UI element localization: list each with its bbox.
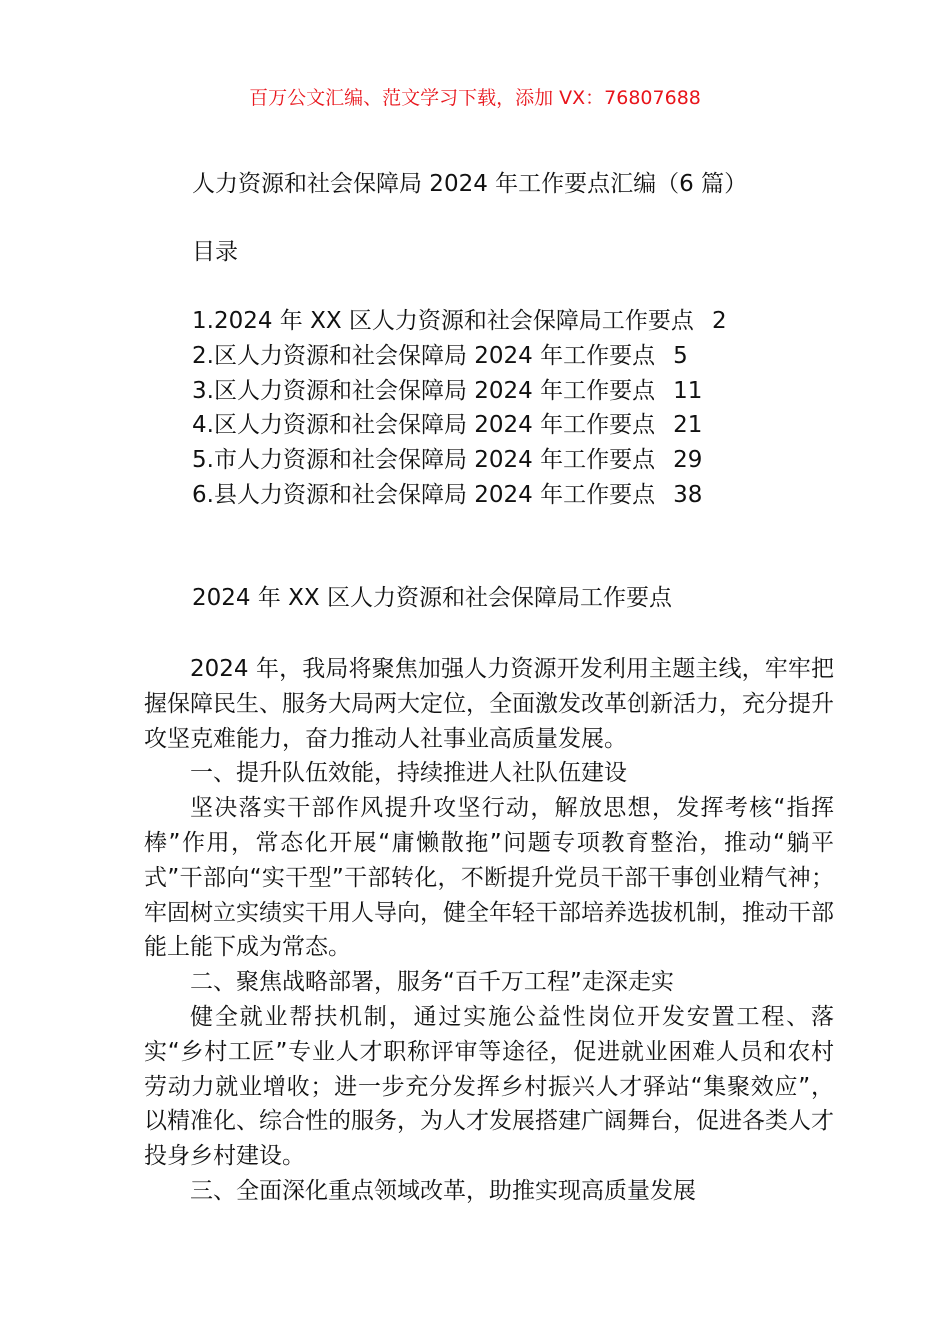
toc-item-page: 5 (673, 342, 688, 369)
body-text (144, 652, 834, 1209)
toc-heading: 目录 (192, 239, 238, 265)
toc-item-3[interactable] (192, 374, 727, 409)
toc-item-page: 29 (673, 447, 703, 474)
paragraph-heading-3: 三、全面深化重点领域改革，助推实现高质量发展 (190, 1177, 696, 1204)
toc-item-page: 11 (673, 377, 703, 404)
toc-item-4[interactable] (192, 408, 727, 443)
toc-item-label: 4.区人力资源和社会保障局 2024 年工作要点 (192, 412, 656, 439)
toc-item-page: 38 (673, 481, 703, 508)
toc-item-2[interactable] (192, 339, 727, 374)
toc-item-1[interactable] (192, 304, 727, 339)
toc-item-6[interactable] (192, 478, 727, 513)
toc-item-page: 2 (711, 308, 727, 334)
toc-item-label: 5.市人力资源和社会保障局 2024 年工作要点 (192, 447, 656, 474)
paragraph-heading-1: 一、提升队伍效能，持续推进人社队伍建设 (190, 760, 627, 787)
section-title: 2024 年 XX 区人力资源和社会保障局工作要点 (192, 585, 672, 611)
paragraph-heading-2: 二、聚焦战略部署，服务“百千万工程”走深走实 (190, 969, 674, 996)
toc-item-5[interactable] (192, 443, 727, 478)
toc-item-page: 21 (673, 412, 703, 439)
toc-item-label: 2.区人力资源和社会保障局 2024 年工作要点 (192, 342, 656, 369)
table-of-contents (192, 304, 727, 513)
toc-item-label: 3.区人力资源和社会保障局 2024 年工作要点 (192, 377, 656, 404)
paragraph-intro: 2024 年，我局将聚焦加强人力资源开发利用主题主线，牢牢把握保障民生、服务大局两大定位，全面激发改革创新活力，充分提升攻坚克难能力，奋力推动人社事业高质量发展。 (144, 656, 834, 752)
promo-banner: 百万公文汇编、范文学习下载，添加 VX：76807688 (249, 87, 701, 109)
document-title: 人力资源和社会保障局 2024 年工作要点汇编（6 篇） (192, 171, 748, 197)
paragraph-body-2: 健全就业帮扶机制，通过实施公益性岗位开发安置工程、落实“乡村工匠”专业人才职称评审等途径，促进就业困难人员和农村劳动力就业增收；进一步充分发挥乡村振兴人才驿站“集聚效应”，以精准化、综合性的服务，为人才发展搭建广阔舞台，促进各类人才投身乡村建设。 (144, 1003, 834, 1170)
toc-item-label: 6.县人力资源和社会保障局 2024 年工作要点 (192, 481, 656, 508)
paragraph-body-1: 坚决落实干部作风提升攻坚行动，解放思想，发挥考核“指挥棒”作用，常态化开展“庸懒散拖”问题专项教育整治，推动“躺平式”干部向“实干型”干部转化，不断提升党员干部干事创业精气神；牢固树立实绩实干用人导向，健全年轻干部培养选拔机制，推动干部能上能下成为常态。 (144, 795, 834, 961)
toc-item-label: 1.2024 年 XX 区人力资源和社会保障局工作要点 (192, 308, 694, 334)
